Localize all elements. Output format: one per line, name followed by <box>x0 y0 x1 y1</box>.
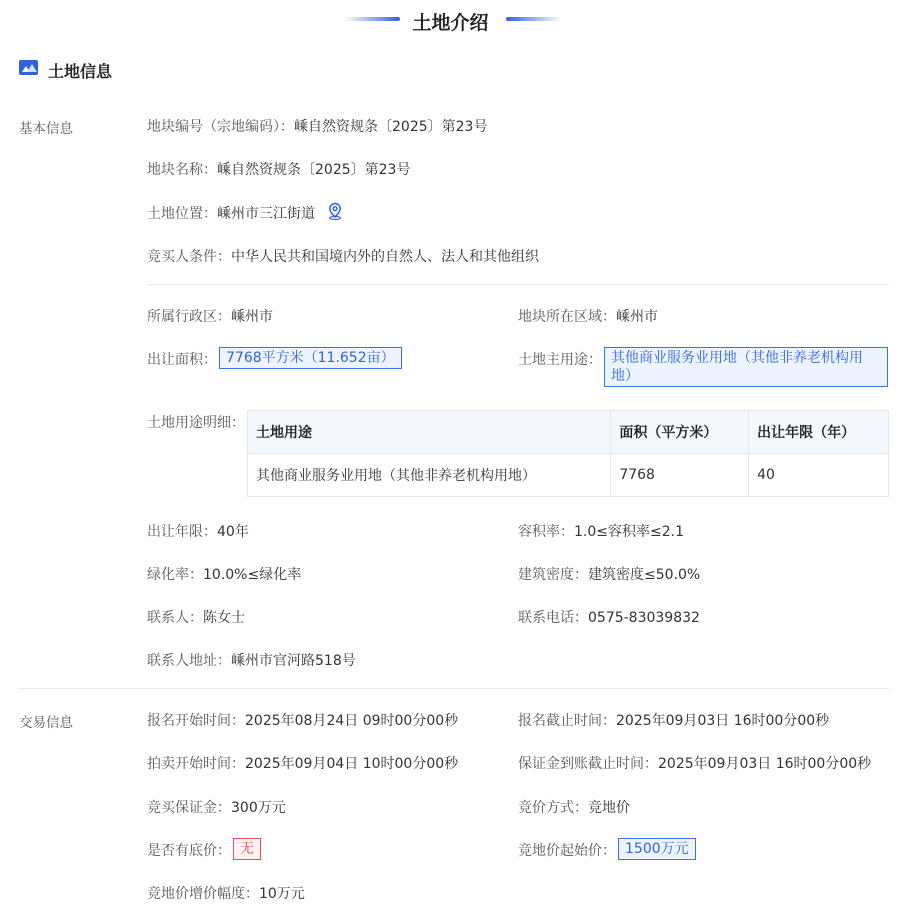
field-registration-end <box>518 710 829 730</box>
field-value: 0575-83039832 <box>588 610 700 626</box>
field-parcel-name <box>147 159 410 179</box>
field-value: 2025年08月24日 09时00分00秒 <box>245 713 459 729</box>
field-auction-start <box>147 753 458 773</box>
field-value: 2025年09月04日 10时00分00秒 <box>245 756 459 772</box>
field-label: 容积率： <box>518 524 574 540</box>
area-value-tag: 7768平方米（11.652亩） <box>219 347 402 369</box>
field-label: 建筑密度： <box>518 567 588 583</box>
field-value: 陈女士 <box>203 610 245 626</box>
field-label-main-use: 土地主用途： <box>518 352 602 368</box>
start-price-value-tag: 1500万元 <box>618 838 696 860</box>
field-floor-area-ratio <box>518 521 684 541</box>
field-label: 地块编号（宗地编码）： <box>147 119 294 135</box>
main-use-line-2: 地） <box>611 368 639 384</box>
table-cell: 7768 <box>611 454 749 497</box>
field-label: 土地位置： <box>147 206 217 222</box>
divider <box>147 284 889 285</box>
field-label: 所属行政区： <box>147 309 231 325</box>
group-label-basic: 基本信息 <box>19 121 73 137</box>
location-pin-icon[interactable] <box>327 202 343 220</box>
field-label: 报名截止时间： <box>518 713 616 729</box>
field-label: 地块所在区域： <box>518 309 616 325</box>
land-use-table <box>247 410 889 497</box>
table-cell: 40 <box>749 454 889 497</box>
field-admin-region <box>147 306 273 326</box>
field-value: 嵊州市三江街道 <box>217 206 315 222</box>
field-parcel-no <box>147 116 487 136</box>
field-contact-address <box>147 650 356 670</box>
field-value: 嵊州市 <box>616 309 658 325</box>
field-label: 拍卖开始时间： <box>147 756 245 772</box>
field-bid-method <box>518 797 630 817</box>
field-label-reserve: 是否有底价： <box>147 843 231 859</box>
field-value: 10.0%≤绿化率 <box>203 567 302 583</box>
field-value: 嵊自然资规条〔2025〕第23号 <box>294 119 488 135</box>
field-label: 竞价方式： <box>518 800 588 816</box>
field-label: 联系人： <box>147 610 203 626</box>
field-value: 嵊州市官河路518号 <box>231 653 356 669</box>
field-building-density <box>518 564 700 584</box>
main-use-value-tag <box>604 347 888 387</box>
field-phone <box>518 607 700 627</box>
field-value: 嵊州市 <box>231 309 273 325</box>
table-header-row <box>248 411 889 454</box>
divider <box>19 688 889 689</box>
field-contact <box>147 607 245 627</box>
field-label: 竞买人条件： <box>147 249 231 265</box>
field-deposit-deadline <box>518 753 871 773</box>
field-value: 建筑密度≤50.0% <box>588 567 701 583</box>
field-label-use-detail: 土地用途明细： <box>147 415 245 431</box>
field-label-start-price: 竞地价起始价： <box>518 843 616 859</box>
field-value: 2025年09月03日 16时00分00秒 <box>658 756 872 772</box>
section-title: 土地信息 <box>48 62 113 81</box>
field-label: 地块名称： <box>147 162 217 178</box>
field-label: 出让年限： <box>147 524 217 540</box>
field-term <box>147 521 249 541</box>
field-green-rate <box>147 564 301 584</box>
field-label: 竞买保证金： <box>147 800 231 816</box>
table-row <box>248 454 889 497</box>
field-value: 中华人民共和国境内外的自然人、法人和其他组织 <box>231 249 539 265</box>
field-value: 嵊自然资规条〔2025〕第23号 <box>217 162 411 178</box>
field-label: 联系电话： <box>518 610 588 626</box>
group-label-trade: 交易信息 <box>19 715 73 731</box>
table-cell: 其他商业服务业用地（其他非养老机构用地） <box>248 454 611 497</box>
page-header <box>0 0 901 40</box>
field-increment <box>147 883 305 903</box>
field-label: 联系人地址： <box>147 653 231 669</box>
column-header: 面积（平方米） <box>611 411 749 454</box>
field-value: 10万元 <box>259 886 305 902</box>
field-label: 绿化率： <box>147 567 203 583</box>
field-label-area: 出让面积： <box>147 352 217 368</box>
field-value: 1.0≤容积率≤2.1 <box>574 524 684 540</box>
field-deposit <box>147 797 286 817</box>
field-value: 40年 <box>217 524 249 540</box>
column-header: 土地用途 <box>248 411 611 454</box>
field-label: 保证金到账截止时间： <box>518 756 658 772</box>
field-registration-start <box>147 710 458 730</box>
title-decoration-right <box>506 17 562 21</box>
field-value: 300万元 <box>231 800 286 816</box>
field-value: 竞地价 <box>588 800 630 816</box>
field-location <box>147 203 315 223</box>
field-bidder-conditions <box>147 246 539 266</box>
field-label: 竞地价增价幅度： <box>147 886 259 902</box>
page-title: 土地介绍 <box>412 12 489 34</box>
image-icon <box>19 60 38 75</box>
reserve-value-tag: 无 <box>233 838 261 860</box>
field-parcel-region <box>518 306 658 326</box>
field-label: 报名开始时间： <box>147 713 245 729</box>
main-use-line-1: 其他商业服务业用地（其他非养老机构用 <box>611 350 863 366</box>
field-value: 2025年09月03日 16时00分00秒 <box>616 713 830 729</box>
column-header: 出让年限（年） <box>749 411 889 454</box>
